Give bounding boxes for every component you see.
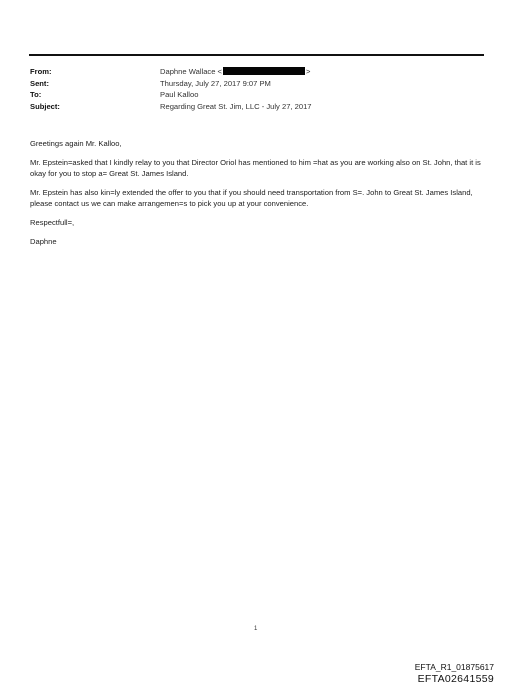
- bates-stamp-1: EFTA_R1_01875617: [414, 662, 494, 672]
- subject-row: [30, 101, 312, 113]
- email-body: [30, 138, 485, 255]
- to-row: [30, 89, 312, 101]
- from-close: >: [305, 67, 311, 76]
- greeting: Greetings again Mr. Kalloo,: [30, 139, 122, 148]
- email-header: [30, 66, 312, 112]
- subject-value: Regarding Great St. Jim, LLC - July 27, 2017: [160, 101, 312, 111]
- sent-row: [30, 78, 312, 90]
- sent-label: Sent:: [30, 78, 49, 88]
- paragraph-1: Mr. Epstein=asked that I kindly relay to you that Director Oriol has mentioned to him =hat as you are working also on St. John, that it is okay for you to stop a= Great St. James Island.: [30, 158, 481, 178]
- subject-label: Subject:: [30, 101, 60, 111]
- paragraph-2: Mr. Epstein has also kin=ly extended the offer to you that if you should need transportation from S=. John to Great St. James Island, please contact us we can make arrangemen=s to pick you up at your convenience.: [30, 188, 473, 208]
- from-name: Daphne Wallace <: [160, 67, 222, 76]
- bates-stamp-2: EFTA02641559: [417, 673, 494, 685]
- header-divider: [29, 54, 484, 56]
- redaction-block: [223, 67, 305, 75]
- to-value: Paul Kalloo: [160, 90, 199, 99]
- sent-value: Thursday, July 27, 2017 9:07 PM: [160, 78, 271, 88]
- closing: Respectfull=,: [30, 218, 75, 227]
- page-number: 1: [254, 626, 258, 632]
- from-label: From:: [30, 67, 52, 76]
- to-label: To:: [30, 90, 42, 99]
- from-row: [30, 66, 312, 78]
- signature: Daphne: [30, 237, 57, 246]
- from-value: [160, 66, 310, 78]
